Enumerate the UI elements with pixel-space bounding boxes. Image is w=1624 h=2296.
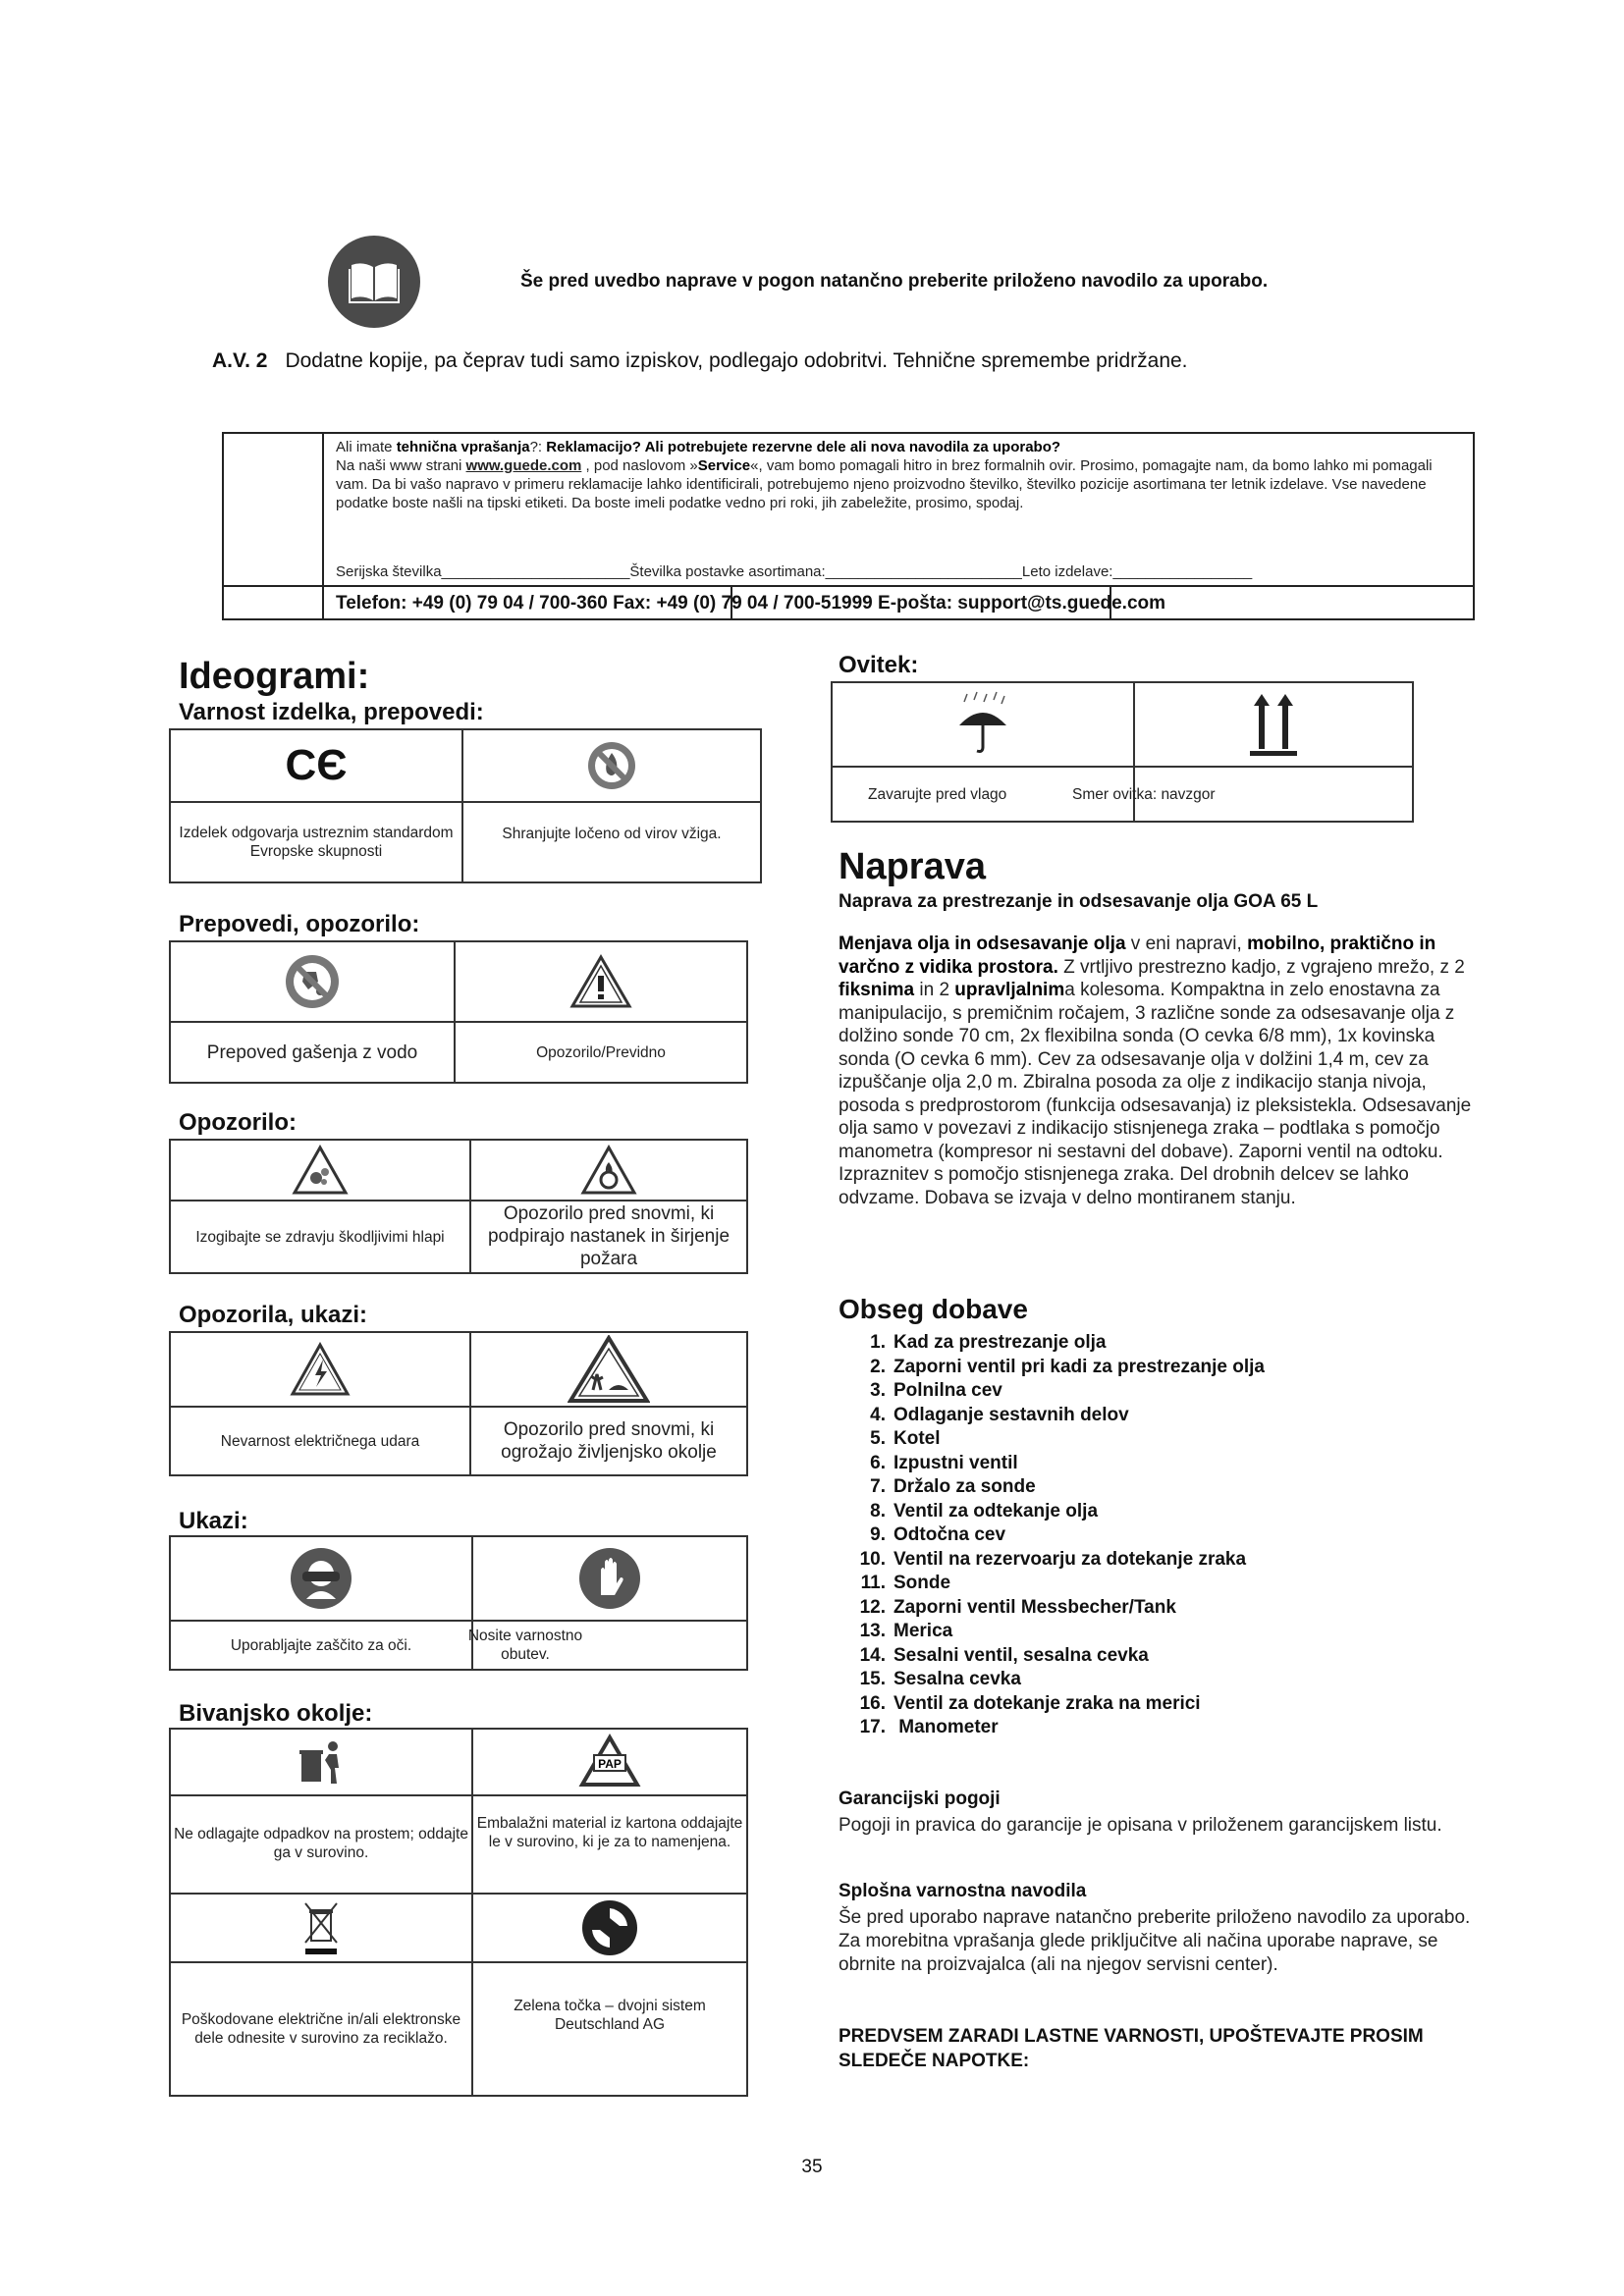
list-item: 10. Ventil na rezervoarju za dotekanje zraka	[859, 1548, 1247, 1570]
direction-caption: Smer ovitka: navzgor	[1072, 785, 1216, 803]
desc-t3: in 2	[914, 980, 955, 1000]
service-info-text	[336, 438, 1465, 512]
divider	[322, 434, 324, 618]
info-service: Service	[697, 457, 751, 474]
contact-line: Telefon: +49 (0) 79 04 / 700-360 Fax: +49 (0) 79 04 / 700-51999 E-pošta: support@ts.guede.com	[336, 593, 1166, 614]
list-item: 9. Odtočna cev	[870, 1524, 1006, 1545]
ukazi-heading: Ukazi:	[179, 1508, 248, 1534]
table-ovitek	[831, 681, 1414, 823]
opozorilo-heading: Opozorilo:	[179, 1109, 297, 1136]
list-item: 5. Kotel	[870, 1428, 941, 1449]
info-q2: tehnična vprašanja	[396, 439, 530, 455]
litter-bin-icon	[171, 1730, 471, 1794]
list-item: 4. Odlaganje sestavnih delov	[870, 1404, 1129, 1425]
ce-mark-icon: CЄ	[285, 741, 348, 789]
naprava-description	[839, 933, 1479, 1209]
caution-icon	[456, 942, 746, 1021]
info-p1: Na naši www strani	[336, 457, 466, 474]
table-varnost	[169, 728, 762, 883]
list-item: 8. Ventil za odtekanje olja	[870, 1500, 1099, 1522]
naprava-subtitle: Naprava za prestrezanje in odsesavanje olja GOA 65 L	[839, 891, 1319, 912]
list-item: 17. Manometer	[859, 1717, 999, 1737]
list-item: 13. Merica	[859, 1621, 953, 1641]
recycle-pap-icon	[473, 1730, 746, 1794]
environment-caption: Opozorilo pred snovmi, ki ogrožajo življenjsko okolje	[501, 1419, 717, 1463]
list-item: 6. Izpustni ventil	[870, 1452, 1018, 1473]
green-dot-icon	[473, 1895, 746, 1961]
gloves-icon	[473, 1537, 746, 1620]
av-note	[212, 349, 1188, 373]
info-p3: «, vam bomo pomagali hitro in brez formalnih ovir. Prosimo, pomagajte nam, da bomo lahko mi pomagali vam. Da bi vašo napravo v primeru reklamacije lahko identificirali, potrebujemo njeno proizvodno številko, številko pozicije asortimana ter letnik izdelave. Vse navedene podatke boste našli na tipski etiketi. Da boste imeli podatke vedno pri roki, jih zabeležite, prosimo, spodaj.	[336, 457, 1433, 511]
electric-shock-icon	[171, 1333, 469, 1406]
garancija-text: Pogoji in pravica do garancije je opisana v priloženem garancijskem listu.	[839, 1815, 1442, 1836]
ideogrami-title: Ideogrami:	[179, 656, 370, 697]
list-item: 11. Sonde	[860, 1573, 951, 1593]
weee-caption: Poškodovane električne in/ali elektronske dele odnesite v surovino za reciklažo.	[181, 2011, 461, 2047]
desc-t2: Z vrtljivo prestrezno kadjo, z vgrajeno mrežo, z 2	[1057, 956, 1465, 978]
gloves-caption: Nosite varnostno obutev.	[467, 1628, 583, 1663]
service-info-box	[222, 432, 1475, 620]
vapour-caption: Izogibajte se zdravju škodljivimi hlapi	[195, 1228, 445, 1246]
page-number: 35	[801, 2157, 823, 2177]
table-bivanjsko	[169, 1728, 748, 2097]
goggles-caption: Uporabljajte zaščito za oči.	[230, 1636, 412, 1654]
desc-t1: v eni napravi,	[1125, 934, 1248, 954]
bivanjsko-heading: Bivanjsko okolje:	[179, 1700, 373, 1727]
ce-caption: Izdelek odgovarja ustreznim standardom Evropske skupnosti	[179, 825, 454, 860]
ovitek-heading: Ovitek:	[839, 652, 919, 678]
electric-caption: Nevarnost električnega udara	[220, 1432, 420, 1450]
av-text: Dodatne kopije, pa čeprav tudi samo izpiskov, podlegajo odobritvi. Tehnične spremembe pridržane.	[285, 349, 1188, 372]
prepovedi-heading: Prepovedi, opozorilo:	[179, 911, 420, 937]
list-item: 1. Kad za prestrezanje olja	[870, 1332, 1107, 1353]
splosna-text: Še pred uporabo naprave natančno preberite priloženo navodilo za uporabo. Za morebitna vprašanja glede priključitve ali načina uporabe naprave, se obrnite na proizvajalca (ali na njegov servisni center).	[839, 1907, 1471, 1975]
intro-warning: Še pred uvedbo naprave v pogon natančno preberite priloženo navodilo za uporabo.	[520, 271, 1269, 292]
table-prepovedi	[169, 940, 748, 1084]
fire-caption: Shranjujte ločeno od virov vžiga.	[502, 825, 722, 842]
info-q4: Reklamacijo? Ali potrebujete rezervne dele ali nova navodila za uporabo?	[546, 439, 1061, 455]
info-q3: ?:	[529, 439, 547, 455]
no-fire-icon	[463, 730, 760, 801]
pap-label: PAP	[598, 1757, 622, 1771]
moisture-caption: Zavarujte pred vlago	[868, 785, 1007, 803]
manual-book-icon	[328, 236, 420, 328]
umbrella-icon	[833, 683, 1133, 766]
oxidizer-icon	[471, 1141, 746, 1200]
list-item: 2. Zaporni ventil pri kadi za prestrezanje olja	[870, 1356, 1265, 1377]
garancija-heading: Garancijski pogoji	[839, 1789, 1001, 1809]
naprava-title: Naprava	[839, 846, 986, 887]
safety-caps-note: PREDVSEM ZARADI LASTNE VARNOSTI, UPOŠTEVAJTE PROSIM SLEDEČE NAPOTKE:	[839, 2026, 1424, 2071]
list-item: 14. Sesalni ventil, sesalna cevka	[859, 1644, 1149, 1666]
table-ukazi	[169, 1535, 748, 1671]
this-way-up-icon	[1135, 683, 1412, 766]
divider	[224, 585, 1473, 587]
list-item: 16. Ventil za dotekanje zraka na merici	[859, 1692, 1201, 1714]
waste-caption: Ne odlagajte odpadkov na prostem; oddajte ga v surovino.	[174, 1826, 468, 1861]
opozorila-ukazi-heading: Opozorila, ukazi:	[179, 1302, 368, 1328]
toxic-vapour-icon	[171, 1141, 469, 1200]
list-item: 15. Sesalna cevka	[859, 1669, 1021, 1689]
greendot-caption: Zelena točka – dvojni sistem Deutschland AG	[514, 1998, 706, 2033]
pap-caption: Embalažni material iz kartona oddajajte le v surovino, ki je za to namenjena.	[476, 1815, 743, 1850]
desc-b2: mobilno, praktično in varčno z vidika prostora.	[839, 934, 1436, 978]
splosna-heading: Splošna varnostna navodila	[839, 1881, 1087, 1901]
desc-t4: a kolesoma. Kompaktna in zelo enostavna za manipulacijo, s premičnim ročajem, 3 različne sonde za odsesavanje olja z dolžino sonde 70 cm, 2x flexibilna sonda (O cevka 6/8 mm), 1x kovinska sonda (O cevka 6 mm). Cev za odsesavanje olja v dolžini 1,4 m, cev za izpuščanje olja 2,0 m. Zbiralna posoda za olje z indikacijo stanja nivoja, posoda s predprostorom (funkcija odsesavanja) iz pleksistekla. Odsesavanje olja samo v povezavi z indikacijo stisnjenega zraka – podtlaka s pomočjo manometra (kompresor ni sestavni del dobave). Zaporni ventil na odtoku. Izpraznitev s pomočjo stisnjenega zraka. Del drobnih delcev se lahko odvzame. Dobava se izvaja v delno montiranem stanju.	[839, 980, 1472, 1208]
table-opozorilo	[169, 1139, 748, 1274]
obseg-title: Obseg dobave	[839, 1294, 1028, 1324]
environment-hazard-icon	[471, 1333, 746, 1406]
info-p2: , pod naslovom »	[581, 457, 698, 474]
obseg-list	[854, 1331, 1483, 1740]
no-water-icon	[171, 942, 454, 1021]
eye-protection-icon	[171, 1537, 471, 1620]
desc-b4: upravljalnim	[954, 980, 1065, 1000]
list-item: 7. Držalo za sonde	[870, 1476, 1036, 1497]
desc-b1: Menjava olja in odsesavanje olja	[839, 934, 1126, 954]
list-item: 12. Zaporni ventil Messbecher/Tank	[859, 1596, 1176, 1618]
varnost-heading: Varnost izdelka, prepovedi:	[179, 699, 484, 725]
desc-b3: fiksnima	[839, 980, 915, 1000]
table-opozorila-ukazi	[169, 1331, 748, 1476]
av-label: A.V. 2	[212, 349, 268, 372]
website-link[interactable]: www.guede.com	[465, 457, 582, 474]
weee-bin-icon	[171, 1895, 471, 1961]
list-item: 3. Polnilna cev	[870, 1380, 1002, 1401]
oxidizer-caption: Opozorilo pred snovmi, ki podpirajo nastanek in širjenje požara	[487, 1202, 731, 1269]
serial-fields: Serijska številka_______________________Številka postavke asortimana:________________________Leto izdelave:_________________	[336, 563, 1253, 580]
water-caption: Prepoved gašenja z vodo	[206, 1041, 418, 1063]
info-q1: Ali imate	[336, 439, 397, 455]
caution-caption: Opozorilo/Previdno	[536, 1043, 666, 1061]
